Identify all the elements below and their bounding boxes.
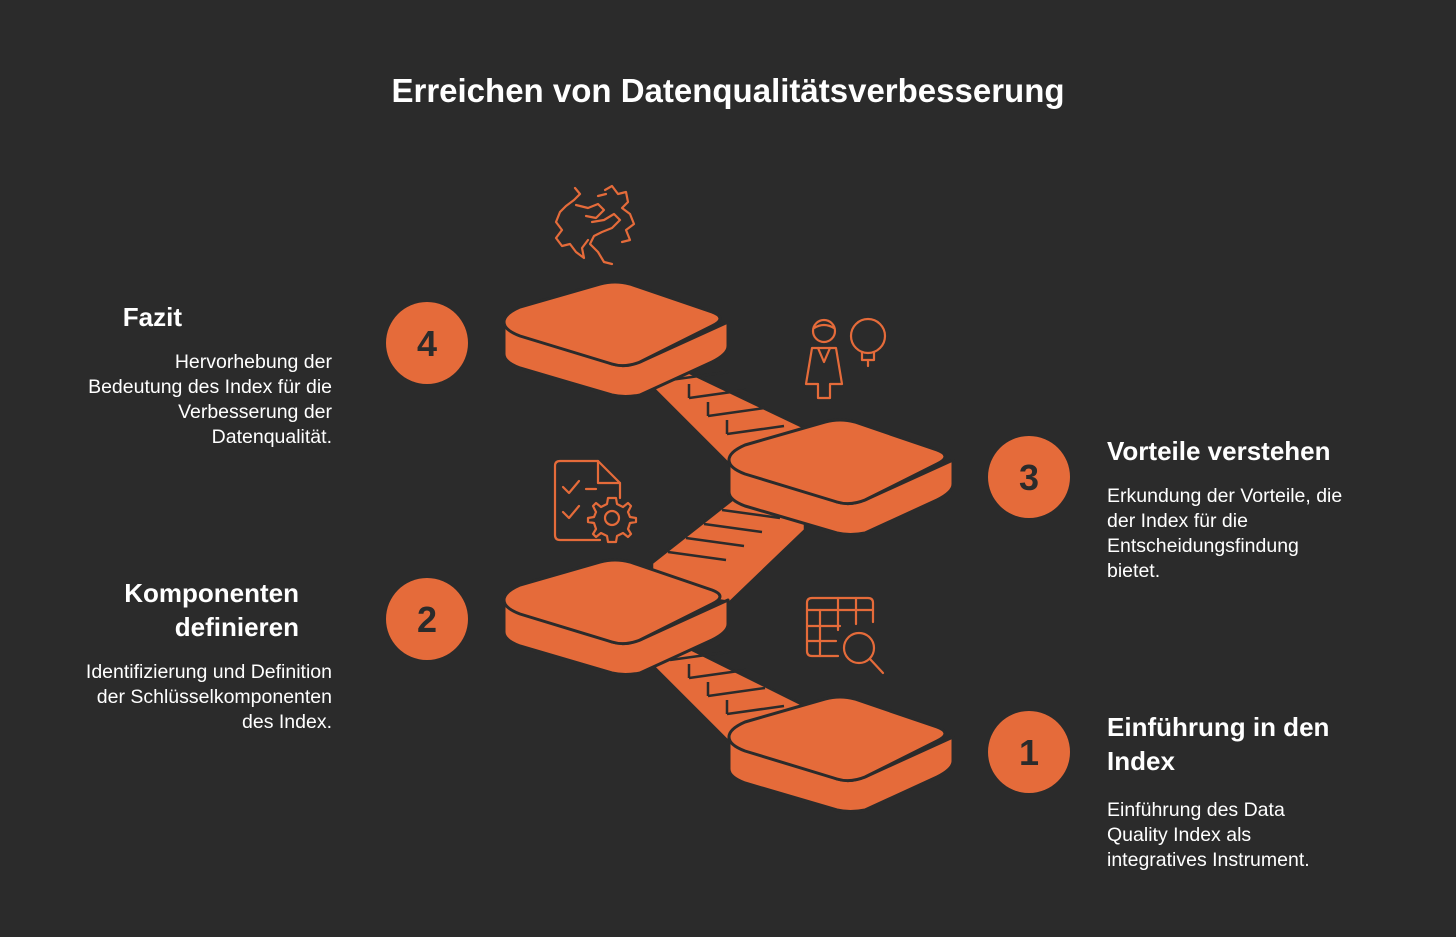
- person-idea-icon: [806, 319, 885, 398]
- step-3-description: Erkundung der Vorteile, die der Index für die Entscheidungsfindung bietet.: [1107, 485, 1343, 582]
- step-4-number-badge: [386, 302, 468, 384]
- step-1-number: 1: [1018, 732, 1040, 773]
- step-4-number: 4: [416, 323, 438, 364]
- step-1-description: Einführung des Data Quality Index als integratives Instrument.: [1107, 799, 1310, 871]
- step-4-heading: Fazit: [122, 302, 182, 332]
- table-search-icon: [807, 598, 883, 673]
- handshake-puzzle-icon: [556, 186, 634, 264]
- step-3-number-badge: [988, 436, 1070, 518]
- step-2-number-badge: [386, 578, 468, 660]
- checklist-gear-icon: [555, 461, 636, 542]
- step-3-number: 3: [1018, 457, 1040, 498]
- step-1-number-badge: [988, 711, 1070, 793]
- step-1-heading: Einführung in den Index: [1107, 712, 1330, 776]
- step-2-description: Identifizierung und Definition der Schlüsselkomponenten des Index.: [85, 661, 332, 733]
- page-title: Erreichen von Datenqualitätsverbesserung: [391, 72, 1065, 109]
- step-3-heading: Vorteile verstehen: [1107, 436, 1331, 466]
- step-2-number: 2: [416, 599, 438, 640]
- step-2-heading: Komponenten definieren: [124, 578, 299, 642]
- step-4-description: Hervorhebung der Bedeutung des Index für die Verbesserung der Datenqualität.: [88, 351, 332, 448]
